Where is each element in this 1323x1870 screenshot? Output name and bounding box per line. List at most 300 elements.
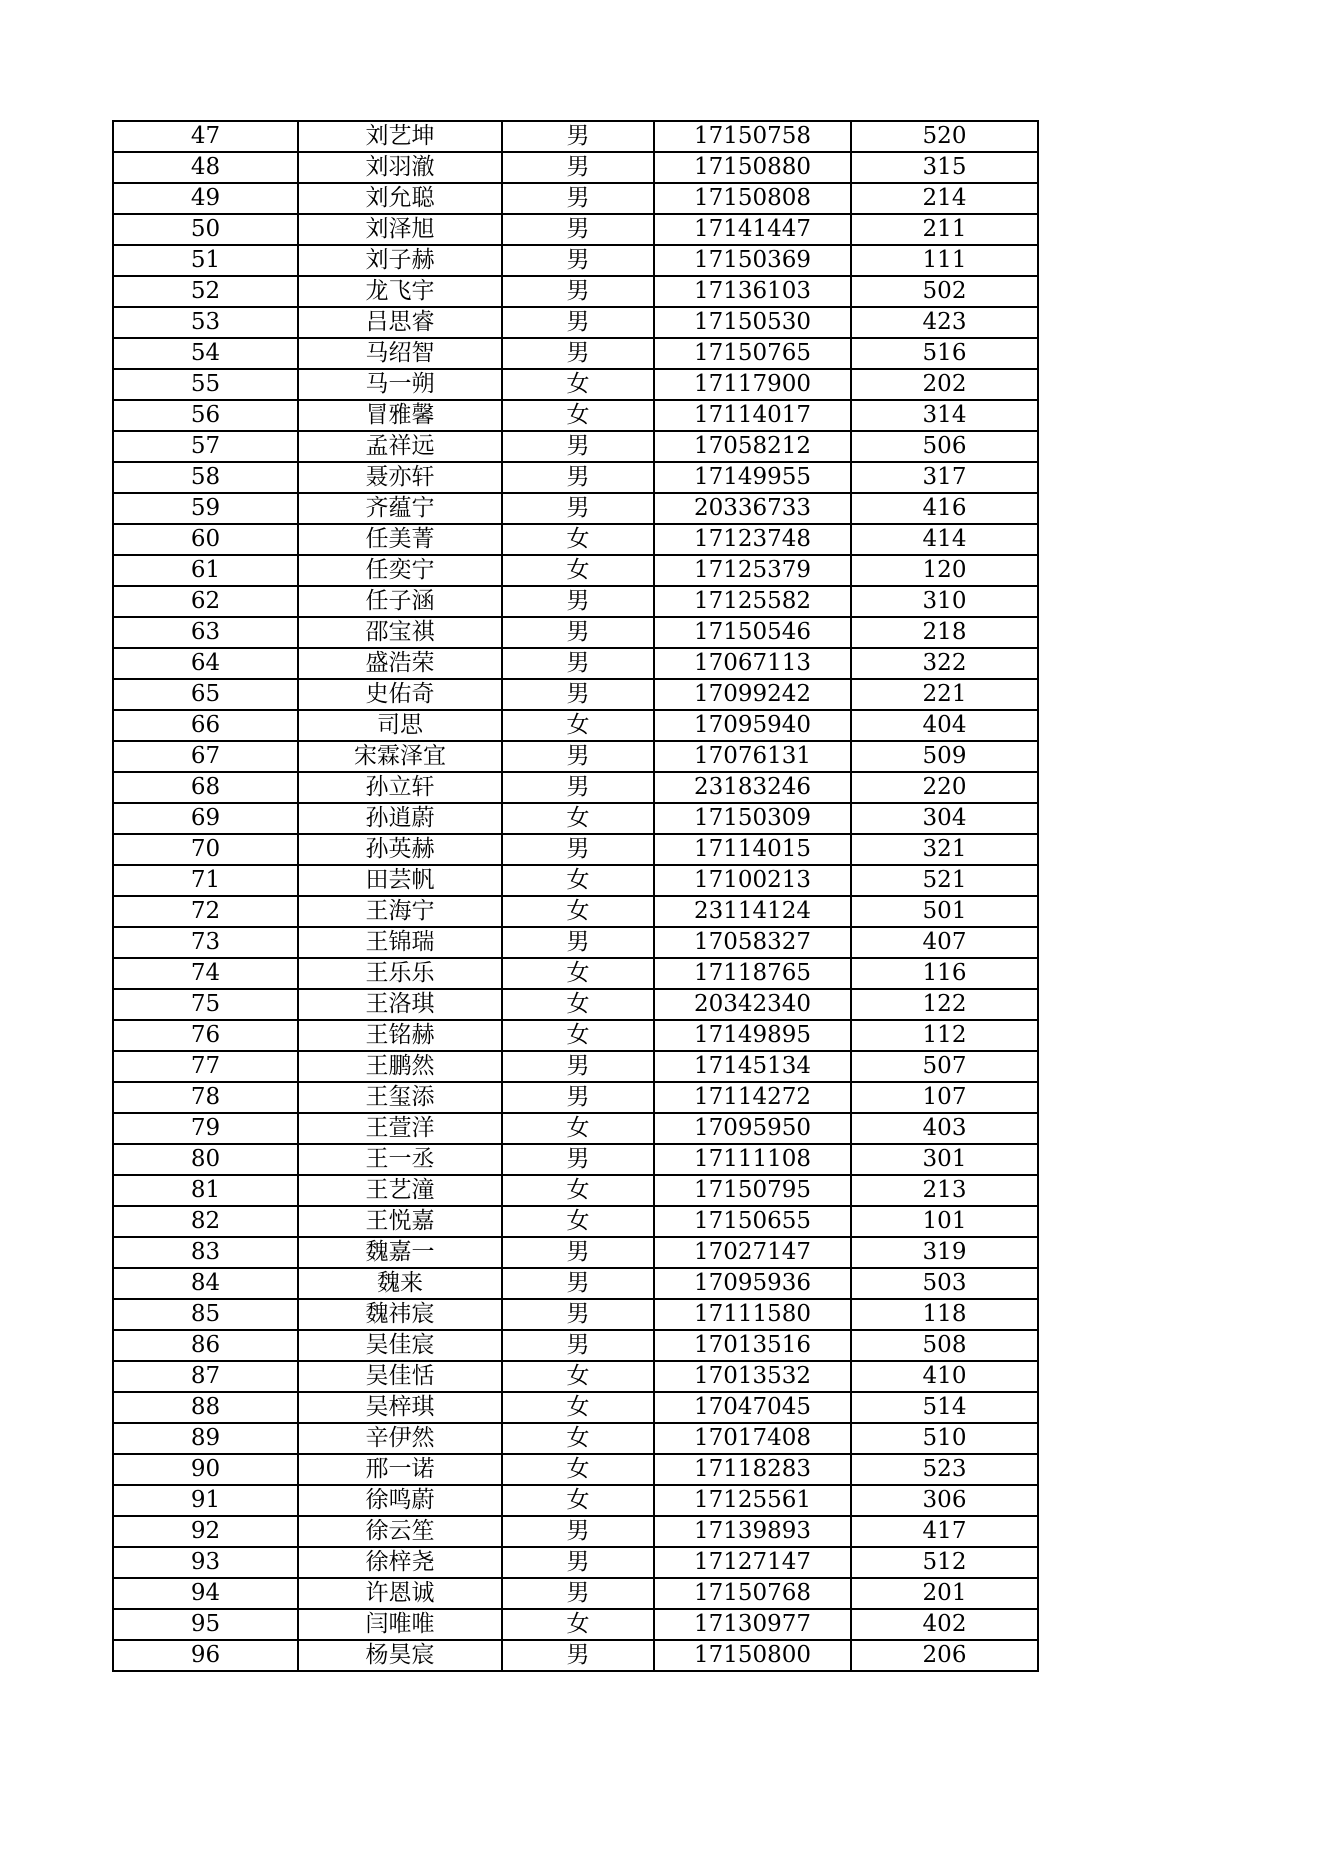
student-id-cell: 17139893 bbox=[654, 1516, 851, 1547]
seat-number-cell: 508 bbox=[851, 1330, 1038, 1361]
seat-number-cell: 414 bbox=[851, 524, 1038, 555]
seat-number-cell: 520 bbox=[851, 121, 1038, 152]
table-row bbox=[113, 1423, 1038, 1454]
student-name-cell: 杨昊宸 bbox=[298, 1640, 502, 1671]
seat-number-cell: 423 bbox=[851, 307, 1038, 338]
table-row bbox=[113, 710, 1038, 741]
gender-cell: 男 bbox=[502, 276, 654, 307]
gender-cell: 女 bbox=[502, 369, 654, 400]
seat-number-cell: 315 bbox=[851, 152, 1038, 183]
student-id-cell: 17118765 bbox=[654, 958, 851, 989]
student-id-cell: 17100213 bbox=[654, 865, 851, 896]
table-row bbox=[113, 462, 1038, 493]
row-number-cell: 96 bbox=[113, 1640, 298, 1671]
row-number-cell: 77 bbox=[113, 1051, 298, 1082]
table-row bbox=[113, 648, 1038, 679]
seat-number-cell: 304 bbox=[851, 803, 1038, 834]
row-number-cell: 79 bbox=[113, 1113, 298, 1144]
row-number-cell: 59 bbox=[113, 493, 298, 524]
seat-number-cell: 118 bbox=[851, 1299, 1038, 1330]
student-name-cell: 任奕宁 bbox=[298, 555, 502, 586]
table-row bbox=[113, 958, 1038, 989]
student-id-cell: 17117900 bbox=[654, 369, 851, 400]
seat-number-cell: 319 bbox=[851, 1237, 1038, 1268]
table-row bbox=[113, 369, 1038, 400]
student-id-cell: 17150369 bbox=[654, 245, 851, 276]
student-name-cell: 徐云笙 bbox=[298, 1516, 502, 1547]
table-row bbox=[113, 214, 1038, 245]
table-row bbox=[113, 1361, 1038, 1392]
student-name-cell: 史佑奇 bbox=[298, 679, 502, 710]
student-name-cell: 王铭赫 bbox=[298, 1020, 502, 1051]
row-number-cell: 50 bbox=[113, 214, 298, 245]
seat-number-cell: 512 bbox=[851, 1547, 1038, 1578]
seat-number-cell: 206 bbox=[851, 1640, 1038, 1671]
student-name-cell: 王洛琪 bbox=[298, 989, 502, 1020]
student-id-cell: 17150758 bbox=[654, 121, 851, 152]
gender-cell: 女 bbox=[502, 958, 654, 989]
seat-number-cell: 521 bbox=[851, 865, 1038, 896]
gender-cell: 女 bbox=[502, 1423, 654, 1454]
gender-cell: 男 bbox=[502, 1082, 654, 1113]
table-row bbox=[113, 927, 1038, 958]
table-row bbox=[113, 1268, 1038, 1299]
gender-cell: 女 bbox=[502, 1020, 654, 1051]
table-row bbox=[113, 989, 1038, 1020]
table-row bbox=[113, 338, 1038, 369]
row-number-cell: 82 bbox=[113, 1206, 298, 1237]
student-name-cell: 辛伊然 bbox=[298, 1423, 502, 1454]
gender-cell: 男 bbox=[502, 586, 654, 617]
seat-number-cell: 507 bbox=[851, 1051, 1038, 1082]
student-name-cell: 吴佳宸 bbox=[298, 1330, 502, 1361]
row-number-cell: 63 bbox=[113, 617, 298, 648]
seat-number-cell: 501 bbox=[851, 896, 1038, 927]
seat-number-cell: 310 bbox=[851, 586, 1038, 617]
student-name-cell: 吴佳恬 bbox=[298, 1361, 502, 1392]
row-number-cell: 64 bbox=[113, 648, 298, 679]
row-number-cell: 47 bbox=[113, 121, 298, 152]
seat-number-cell: 213 bbox=[851, 1175, 1038, 1206]
student-name-cell: 任美菁 bbox=[298, 524, 502, 555]
gender-cell: 男 bbox=[502, 1268, 654, 1299]
row-number-cell: 73 bbox=[113, 927, 298, 958]
gender-cell: 女 bbox=[502, 1206, 654, 1237]
seat-number-cell: 214 bbox=[851, 183, 1038, 214]
seat-number-cell: 407 bbox=[851, 927, 1038, 958]
gender-cell: 男 bbox=[502, 834, 654, 865]
gender-cell: 男 bbox=[502, 214, 654, 245]
table-row bbox=[113, 1640, 1038, 1671]
gender-cell: 男 bbox=[502, 1299, 654, 1330]
row-number-cell: 72 bbox=[113, 896, 298, 927]
student-id-cell: 23183246 bbox=[654, 772, 851, 803]
student-name-cell: 邵宝祺 bbox=[298, 617, 502, 648]
student-id-cell: 17058212 bbox=[654, 431, 851, 462]
gender-cell: 男 bbox=[502, 121, 654, 152]
student-id-cell: 17150768 bbox=[654, 1578, 851, 1609]
table-row bbox=[113, 617, 1038, 648]
student-id-cell: 17150800 bbox=[654, 1640, 851, 1671]
table-row bbox=[113, 1485, 1038, 1516]
gender-cell: 男 bbox=[502, 152, 654, 183]
row-number-cell: 88 bbox=[113, 1392, 298, 1423]
seat-number-cell: 122 bbox=[851, 989, 1038, 1020]
table-row bbox=[113, 121, 1038, 152]
student-name-cell: 齐蕴宁 bbox=[298, 493, 502, 524]
gender-cell: 女 bbox=[502, 710, 654, 741]
student-id-cell: 17114272 bbox=[654, 1082, 851, 1113]
table-row bbox=[113, 1144, 1038, 1175]
row-number-cell: 55 bbox=[113, 369, 298, 400]
gender-cell: 男 bbox=[502, 1237, 654, 1268]
table-row bbox=[113, 555, 1038, 586]
table-row bbox=[113, 1206, 1038, 1237]
student-name-cell: 冒雅馨 bbox=[298, 400, 502, 431]
student-id-cell: 17149895 bbox=[654, 1020, 851, 1051]
row-number-cell: 57 bbox=[113, 431, 298, 462]
student-id-cell: 17150530 bbox=[654, 307, 851, 338]
student-id-cell: 17150546 bbox=[654, 617, 851, 648]
gender-cell: 男 bbox=[502, 648, 654, 679]
gender-cell: 女 bbox=[502, 400, 654, 431]
row-number-cell: 90 bbox=[113, 1454, 298, 1485]
seat-number-cell: 120 bbox=[851, 555, 1038, 586]
gender-cell: 男 bbox=[502, 1051, 654, 1082]
student-name-cell: 孟祥远 bbox=[298, 431, 502, 462]
student-roster-table bbox=[112, 120, 1039, 1672]
seat-number-cell: 101 bbox=[851, 1206, 1038, 1237]
student-name-cell: 魏来 bbox=[298, 1268, 502, 1299]
student-name-cell: 刘允聪 bbox=[298, 183, 502, 214]
table-row bbox=[113, 865, 1038, 896]
student-id-cell: 17125582 bbox=[654, 586, 851, 617]
student-id-cell: 17099242 bbox=[654, 679, 851, 710]
gender-cell: 男 bbox=[502, 462, 654, 493]
seat-number-cell: 503 bbox=[851, 1268, 1038, 1299]
gender-cell: 男 bbox=[502, 679, 654, 710]
row-number-cell: 85 bbox=[113, 1299, 298, 1330]
row-number-cell: 51 bbox=[113, 245, 298, 276]
student-name-cell: 王海宁 bbox=[298, 896, 502, 927]
row-number-cell: 52 bbox=[113, 276, 298, 307]
table-row bbox=[113, 431, 1038, 462]
student-id-cell: 17114015 bbox=[654, 834, 851, 865]
table-row bbox=[113, 400, 1038, 431]
gender-cell: 男 bbox=[502, 431, 654, 462]
gender-cell: 男 bbox=[502, 617, 654, 648]
student-name-cell: 刘子赫 bbox=[298, 245, 502, 276]
gender-cell: 男 bbox=[502, 183, 654, 214]
gender-cell: 女 bbox=[502, 1392, 654, 1423]
student-name-cell: 闫唯唯 bbox=[298, 1609, 502, 1640]
student-id-cell: 17125379 bbox=[654, 555, 851, 586]
student-name-cell: 马一朔 bbox=[298, 369, 502, 400]
seat-number-cell: 502 bbox=[851, 276, 1038, 307]
row-number-cell: 75 bbox=[113, 989, 298, 1020]
row-number-cell: 65 bbox=[113, 679, 298, 710]
seat-number-cell: 509 bbox=[851, 741, 1038, 772]
gender-cell: 男 bbox=[502, 245, 654, 276]
gender-cell: 女 bbox=[502, 1113, 654, 1144]
student-name-cell: 魏祎宸 bbox=[298, 1299, 502, 1330]
student-name-cell: 刘羽澈 bbox=[298, 152, 502, 183]
student-id-cell: 17130977 bbox=[654, 1609, 851, 1640]
student-id-cell: 23114124 bbox=[654, 896, 851, 927]
student-name-cell: 龙飞宇 bbox=[298, 276, 502, 307]
row-number-cell: 86 bbox=[113, 1330, 298, 1361]
student-id-cell: 17076131 bbox=[654, 741, 851, 772]
student-id-cell: 17150795 bbox=[654, 1175, 851, 1206]
seat-number-cell: 202 bbox=[851, 369, 1038, 400]
table-row bbox=[113, 1237, 1038, 1268]
student-name-cell: 孙逍蔚 bbox=[298, 803, 502, 834]
student-id-cell: 17150808 bbox=[654, 183, 851, 214]
table-row bbox=[113, 1392, 1038, 1423]
row-number-cell: 83 bbox=[113, 1237, 298, 1268]
student-name-cell: 许恩诚 bbox=[298, 1578, 502, 1609]
table-row bbox=[113, 803, 1038, 834]
row-number-cell: 94 bbox=[113, 1578, 298, 1609]
row-number-cell: 76 bbox=[113, 1020, 298, 1051]
table-row bbox=[113, 524, 1038, 555]
seat-number-cell: 220 bbox=[851, 772, 1038, 803]
student-name-cell: 马绍智 bbox=[298, 338, 502, 369]
gender-cell: 男 bbox=[502, 493, 654, 524]
student-id-cell: 17145134 bbox=[654, 1051, 851, 1082]
student-id-cell: 17127147 bbox=[654, 1547, 851, 1578]
student-name-cell: 王玺添 bbox=[298, 1082, 502, 1113]
gender-cell: 男 bbox=[502, 1578, 654, 1609]
student-name-cell: 徐梓尧 bbox=[298, 1547, 502, 1578]
seat-number-cell: 514 bbox=[851, 1392, 1038, 1423]
student-id-cell: 20336733 bbox=[654, 493, 851, 524]
row-number-cell: 54 bbox=[113, 338, 298, 369]
student-name-cell: 吴梓琪 bbox=[298, 1392, 502, 1423]
table-row bbox=[113, 834, 1038, 865]
seat-number-cell: 417 bbox=[851, 1516, 1038, 1547]
student-id-cell: 17017408 bbox=[654, 1423, 851, 1454]
table-row bbox=[113, 741, 1038, 772]
gender-cell: 男 bbox=[502, 1330, 654, 1361]
table-row bbox=[113, 679, 1038, 710]
row-number-cell: 80 bbox=[113, 1144, 298, 1175]
row-number-cell: 87 bbox=[113, 1361, 298, 1392]
student-id-cell: 17114017 bbox=[654, 400, 851, 431]
student-id-cell: 17111580 bbox=[654, 1299, 851, 1330]
seat-number-cell: 317 bbox=[851, 462, 1038, 493]
gender-cell: 女 bbox=[502, 1485, 654, 1516]
row-number-cell: 69 bbox=[113, 803, 298, 834]
seat-number-cell: 510 bbox=[851, 1423, 1038, 1454]
gender-cell: 女 bbox=[502, 1361, 654, 1392]
row-number-cell: 60 bbox=[113, 524, 298, 555]
student-name-cell: 王一丞 bbox=[298, 1144, 502, 1175]
student-id-cell: 17141447 bbox=[654, 214, 851, 245]
gender-cell: 女 bbox=[502, 1454, 654, 1485]
seat-number-cell: 402 bbox=[851, 1609, 1038, 1640]
row-number-cell: 81 bbox=[113, 1175, 298, 1206]
seat-number-cell: 211 bbox=[851, 214, 1038, 245]
seat-number-cell: 314 bbox=[851, 400, 1038, 431]
row-number-cell: 56 bbox=[113, 400, 298, 431]
row-number-cell: 89 bbox=[113, 1423, 298, 1454]
seat-number-cell: 116 bbox=[851, 958, 1038, 989]
student-id-cell: 17150880 bbox=[654, 152, 851, 183]
seat-number-cell: 416 bbox=[851, 493, 1038, 524]
gender-cell: 女 bbox=[502, 989, 654, 1020]
table-row bbox=[113, 1113, 1038, 1144]
table-row bbox=[113, 1082, 1038, 1113]
table-row bbox=[113, 1454, 1038, 1485]
student-id-cell: 17047045 bbox=[654, 1392, 851, 1423]
row-number-cell: 91 bbox=[113, 1485, 298, 1516]
gender-cell: 男 bbox=[502, 307, 654, 338]
student-name-cell: 魏嘉一 bbox=[298, 1237, 502, 1268]
gender-cell: 男 bbox=[502, 1144, 654, 1175]
gender-cell: 男 bbox=[502, 772, 654, 803]
row-number-cell: 71 bbox=[113, 865, 298, 896]
table-row bbox=[113, 152, 1038, 183]
table-row bbox=[113, 493, 1038, 524]
gender-cell: 女 bbox=[502, 1609, 654, 1640]
gender-cell: 男 bbox=[502, 1547, 654, 1578]
student-id-cell: 17067113 bbox=[654, 648, 851, 679]
table-row bbox=[113, 1578, 1038, 1609]
student-name-cell: 宋霖泽宜 bbox=[298, 741, 502, 772]
gender-cell: 女 bbox=[502, 555, 654, 586]
student-id-cell: 17123748 bbox=[654, 524, 851, 555]
gender-cell: 女 bbox=[502, 1175, 654, 1206]
seat-number-cell: 403 bbox=[851, 1113, 1038, 1144]
student-name-cell: 刘艺坤 bbox=[298, 121, 502, 152]
row-number-cell: 61 bbox=[113, 555, 298, 586]
student-name-cell: 田芸帆 bbox=[298, 865, 502, 896]
gender-cell: 男 bbox=[502, 927, 654, 958]
student-name-cell: 王艺潼 bbox=[298, 1175, 502, 1206]
table-row bbox=[113, 1547, 1038, 1578]
table-row bbox=[113, 772, 1038, 803]
table-row bbox=[113, 245, 1038, 276]
row-number-cell: 78 bbox=[113, 1082, 298, 1113]
student-id-cell: 20342340 bbox=[654, 989, 851, 1020]
row-number-cell: 48 bbox=[113, 152, 298, 183]
gender-cell: 男 bbox=[502, 338, 654, 369]
student-name-cell: 王鹏然 bbox=[298, 1051, 502, 1082]
student-id-cell: 17095940 bbox=[654, 710, 851, 741]
student-id-cell: 17136103 bbox=[654, 276, 851, 307]
row-number-cell: 66 bbox=[113, 710, 298, 741]
student-name-cell: 孙立轩 bbox=[298, 772, 502, 803]
table-row bbox=[113, 1020, 1038, 1051]
table-row bbox=[113, 896, 1038, 927]
seat-number-cell: 410 bbox=[851, 1361, 1038, 1392]
row-number-cell: 62 bbox=[113, 586, 298, 617]
gender-cell: 男 bbox=[502, 1516, 654, 1547]
student-id-cell: 17149955 bbox=[654, 462, 851, 493]
seat-number-cell: 404 bbox=[851, 710, 1038, 741]
student-name-cell: 吕思睿 bbox=[298, 307, 502, 338]
student-id-cell: 17118283 bbox=[654, 1454, 851, 1485]
seat-number-cell: 321 bbox=[851, 834, 1038, 865]
row-number-cell: 68 bbox=[113, 772, 298, 803]
row-number-cell: 58 bbox=[113, 462, 298, 493]
row-number-cell: 67 bbox=[113, 741, 298, 772]
student-id-cell: 17095936 bbox=[654, 1268, 851, 1299]
seat-number-cell: 107 bbox=[851, 1082, 1038, 1113]
student-id-cell: 17013516 bbox=[654, 1330, 851, 1361]
student-name-cell: 王悦嘉 bbox=[298, 1206, 502, 1237]
student-name-cell: 司思 bbox=[298, 710, 502, 741]
seat-number-cell: 301 bbox=[851, 1144, 1038, 1175]
seat-number-cell: 523 bbox=[851, 1454, 1038, 1485]
student-id-cell: 17013532 bbox=[654, 1361, 851, 1392]
student-name-cell: 王乐乐 bbox=[298, 958, 502, 989]
student-id-cell: 17095950 bbox=[654, 1113, 851, 1144]
seat-number-cell: 112 bbox=[851, 1020, 1038, 1051]
seat-number-cell: 221 bbox=[851, 679, 1038, 710]
table-row bbox=[113, 1330, 1038, 1361]
student-id-cell: 17150309 bbox=[654, 803, 851, 834]
table-row bbox=[113, 1175, 1038, 1206]
gender-cell: 女 bbox=[502, 803, 654, 834]
student-name-cell: 徐鸣蔚 bbox=[298, 1485, 502, 1516]
student-name-cell: 邢一诺 bbox=[298, 1454, 502, 1485]
seat-number-cell: 516 bbox=[851, 338, 1038, 369]
row-number-cell: 74 bbox=[113, 958, 298, 989]
gender-cell: 男 bbox=[502, 1640, 654, 1671]
row-number-cell: 92 bbox=[113, 1516, 298, 1547]
student-id-cell: 17125561 bbox=[654, 1485, 851, 1516]
student-id-cell: 17150765 bbox=[654, 338, 851, 369]
student-name-cell: 聂亦轩 bbox=[298, 462, 502, 493]
table-row bbox=[113, 1051, 1038, 1082]
student-id-cell: 17111108 bbox=[654, 1144, 851, 1175]
table-row bbox=[113, 1609, 1038, 1640]
row-number-cell: 70 bbox=[113, 834, 298, 865]
student-id-cell: 17027147 bbox=[654, 1237, 851, 1268]
seat-number-cell: 506 bbox=[851, 431, 1038, 462]
seat-number-cell: 306 bbox=[851, 1485, 1038, 1516]
student-name-cell: 王萱洋 bbox=[298, 1113, 502, 1144]
table-row bbox=[113, 1516, 1038, 1547]
table-row bbox=[113, 183, 1038, 214]
table-row bbox=[113, 1299, 1038, 1330]
seat-number-cell: 322 bbox=[851, 648, 1038, 679]
seat-number-cell: 111 bbox=[851, 245, 1038, 276]
student-id-cell: 17058327 bbox=[654, 927, 851, 958]
row-number-cell: 93 bbox=[113, 1547, 298, 1578]
table-row bbox=[113, 307, 1038, 338]
gender-cell: 女 bbox=[502, 865, 654, 896]
student-name-cell: 任子涵 bbox=[298, 586, 502, 617]
table-row bbox=[113, 276, 1038, 307]
student-name-cell: 王锦瑞 bbox=[298, 927, 502, 958]
row-number-cell: 49 bbox=[113, 183, 298, 214]
student-name-cell: 刘泽旭 bbox=[298, 214, 502, 245]
seat-number-cell: 201 bbox=[851, 1578, 1038, 1609]
student-name-cell: 盛浩荣 bbox=[298, 648, 502, 679]
student-id-cell: 17150655 bbox=[654, 1206, 851, 1237]
seat-number-cell: 218 bbox=[851, 617, 1038, 648]
gender-cell: 女 bbox=[502, 896, 654, 927]
roster-table-body bbox=[113, 121, 1038, 1671]
gender-cell: 女 bbox=[502, 524, 654, 555]
row-number-cell: 53 bbox=[113, 307, 298, 338]
table-row bbox=[113, 586, 1038, 617]
row-number-cell: 95 bbox=[113, 1609, 298, 1640]
row-number-cell: 84 bbox=[113, 1268, 298, 1299]
